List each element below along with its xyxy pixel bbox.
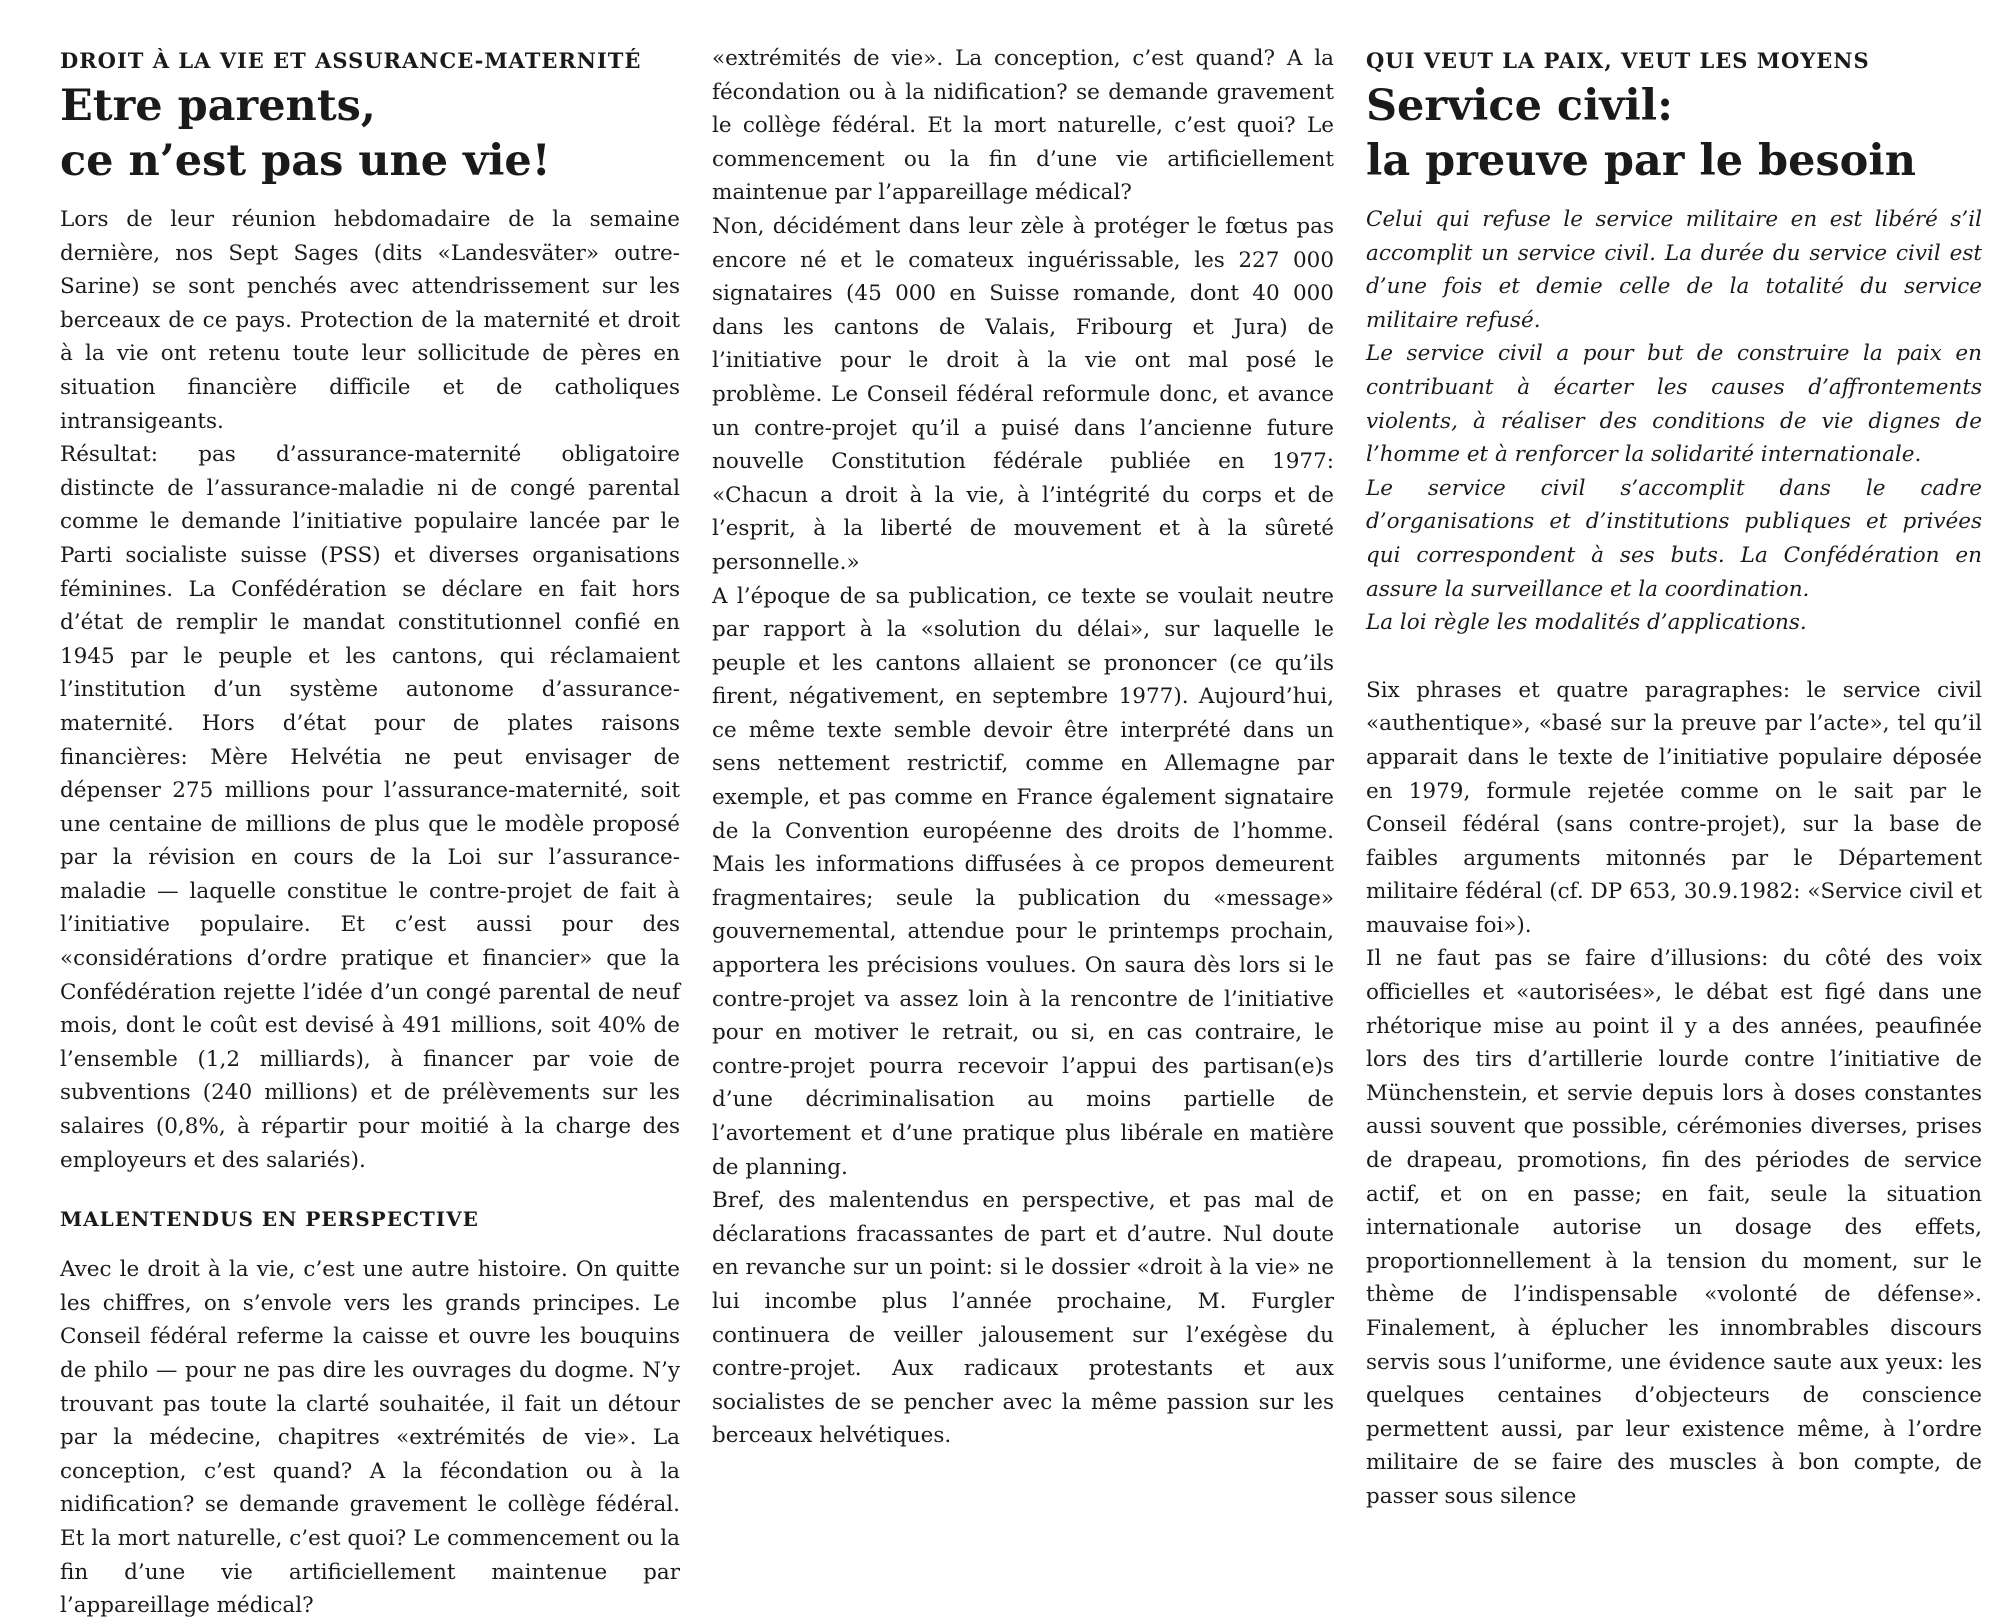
left-article-title: [60, 79, 680, 189]
paragraph: Six phrases et quatre paragraphes: le service civil «authentique», «basé sur la preuve par l’acte», tel qu’il apparait dans le texte de l’initiative populaire déposée en 1979, formule rejetée comme on le sait par le Conseil fédéral (sans contre-projet), sur la base de faibles arguments mitonnés par le Département militaire fédéral (cf. DP 653, 30.9.1982: «Service civil et mauvaise foi»).: [1366, 677, 1982, 938]
paragraph: «extrémités de vie». La conception, c’est quand? A la fécondation ou à la nidification? se demande gravement le collège fédéral. Et la mort naturelle, c’est quoi? Le commencement ou la fin d’une vie artificiellement maintenue par l’appareillage médical?: [712, 46, 1334, 206]
paragraph: Bref, des malentendus en perspective, et pas mal de déclarations fracassantes de part et d’autre. Nul doute en revanche sur un point: si le dossier «droit à la vie» ne lui incombe plus l’année prochaine, M. Furgler continuera de veiller jalousement sur l’exégèse du contre-projet. Aux radicaux protestants et aux socialistes de se pencher avec la même passion sur les berceaux helvétiques.: [712, 1188, 1334, 1449]
lead-paragraph: Le service civil s’accomplit dans le cadre d’organisations et d’institutions publiques et privées qui correspondent à ses buts. La Confédération en assure la surveillance et la coordination.: [1366, 475, 1982, 602]
left-article-title-line1: Etre parents,: [60, 81, 376, 131]
right-article-title-line1: Service civil:: [1366, 81, 1673, 131]
lead-paragraph: La loi règle les modalités d’applications.: [1366, 610, 1807, 636]
paragraph: Lors de leur réunion hebdomadaire de la semaine dernière, nos Sept Sages (dits «Landesväter» outre-Sarine) se sont penchés avec attendrissement sur les berceaux de ce pays. Protection de la maternité et droit à la vie ont retenu toute leur sollicitude de pères en situation financière difficile et de catholiques intransigeants.: [60, 207, 680, 434]
lead-paragraph: Celui qui refuse le service militaire en est libéré s’il accomplit un service civil. La durée du service civil est d’une fois et demie celle de la totalité du service militaire refusé.: [1366, 207, 1982, 333]
left-article-body: [60, 203, 680, 1619]
right-article-column: [1366, 40, 1982, 1514]
paragraph: Avec le droit à la vie, c’est une autre histoire. On quitte les chiffres, on s’envole vers les grands principes. Le Conseil fédéral referme la caisse et ouvre les bouquins de philo — pour ne pas dire les ouvrages du dogme. N’y trouvant pas toute la clarté souhaitée, il fait un détour par la médecine, chapitres «extrémités de vie». La conception, c’est quand? A la fécondation ou à la nidification? se demande gravement le collège fédéral. Et la mort naturelle, c’est quoi? Le commencement ou la fin d’une vie artificiellement maintenue par l’appareillage médical?: [60, 1257, 680, 1619]
paragraph: A l’époque de sa publication, ce texte se voulait neutre par rapport à la «solution du délai», sur laquelle le peuple et les cantons allaient se prononcer (ce qu’ils firent, négativement, en septembre 1977). Aujourd’hui, ce même texte semble devoir être interprété dans un sens nettement restrictif, comme en Allemagne par exemple, et pas comme en France également signataire de la Convention européenne des droits de l’homme. Mais les informations diffusées à ce propos demeurent fragmentaires; seule la publication du «message» gouvernemental, attendue pour le printemps prochain, apportera les précisions voulues. On saura dès lors si le contre-projet va assez loin à la rencontre de l’initiative pour en motiver le retrait, ou si, en cas contraire, le contre-projet pourra recevoir l’appui des partisan(e)s d’une décriminalisation au moins partielle de l’avortement et d’une pratique plus libérale en matière de planning.: [712, 583, 1334, 1180]
left-article-column: [60, 40, 680, 1619]
left-article-subhead: MALENTENDUS EN PERSPECTIVE: [60, 1207, 479, 1232]
lead-paragraph: Le service civil a pour but de construire la paix en contribuant à écarter les causes d’affrontements violents, à réaliser des conditions de vie dignes de l’homme et à renforcer la solidarité internationale.: [1366, 341, 1982, 468]
right-article-lead: [1366, 203, 1982, 640]
left-article-title-line2: ce n’est pas une vie!: [60, 136, 551, 186]
right-article-title: [1366, 79, 1982, 189]
paragraph: Il ne faut pas se faire d’illusions: du côté des voix officielles et «autorisées», le débat est figé dans une rhétorique mise au point il y a des années, peaufinée lors des tirs d’artillerie lourde contre l’initiative de Münchenstein, et servie depuis lors à doses constantes aussi souvent que possible, cérémonies diverses, prises de drapeau, promotions, fin des périodes de service actif, et on en passe; en fait, seule la situation internationale autorise un dosage des effets, proportionnellement à la tension du moment, sur le thème de l’indispensable «volonté de défense». Finalement, à éplucher les innombrables discours servis sous l’uniforme, une évidence saute aux yeux: les quelques centaines d’objecteurs de conscience permettent aussi, par leur existence même, à l’ordre militaire de se faire des muscles à bon compte, de passer sous silence: [1366, 946, 1982, 1509]
left-article-kicker: DROIT À LA VIE ET ASSURANCE-MATERNITÉ: [60, 48, 642, 73]
paragraph: Non, décidément dans leur zèle à protéger le fœtus pas encore né et le comateux inguérissable, les 227 000 signataires (45 000 en Suisse romande, dont 40 000 dans les cantons de Valais, Fribourg et Jura) de l’initiative pour le droit à la vie ont mal posé le problème. Le Conseil fédéral reformule donc, et avance un contre-projet qu’il a puisé dans l’ancienne future nouvelle Constitution fédérale publiée en 1977: «Chacun a droit à la vie, à l’intégrité du corps et de l’esprit, à la liberté de mouvement et à la sûreté personnelle.»: [712, 213, 1334, 575]
right-article-kicker: QUI VEUT LA PAIX, VEUT LES MOYENS: [1366, 48, 1870, 73]
right-article-title-line2: la preuve par le besoin: [1366, 136, 1916, 186]
middle-article-body: [712, 42, 1334, 1453]
right-article-body: [1366, 674, 1982, 1514]
middle-article-column: [712, 42, 1334, 1453]
paragraph: Résultat: pas d’assurance-maternité obligatoire distincte de l’assurance-maladie ni de congé parental comme le demande l’initiative populaire lancée par le Parti socialiste suisse (PSS) et diverses organisations féminines. La Confédération se déclare en fait hors d’état de remplir le mandat constitutionnel confié en 1945 par le peuple et les cantons, qui réclamaient l’institution d’un système autonome d’assurance-maternité. Hors d’état pour de plates raisons financières: Mère Helvétia ne peut envisager de dépenser 275 millions pour l’assurance-maternité, soit une centaine de millions de plus que le modèle proposé par la révision en cours de la Loi sur l’assurance-maladie — laquelle constitue le contre-projet de fait à l’initiative populaire. Et c’est aussi pour des «considérations d’ordre pratique et financier» que la Confédération rejette l’idée d’un congé parental de neuf mois, dont le coût est devisé à 491 millions, soit 40% de l’ensemble (1,2 milliards), à financer par voie de subventions (240 millions) et de prélèvements sur les salaires (0,8%, à répartir pour moitié à la charge des employeurs et des salariés).: [60, 442, 680, 1173]
